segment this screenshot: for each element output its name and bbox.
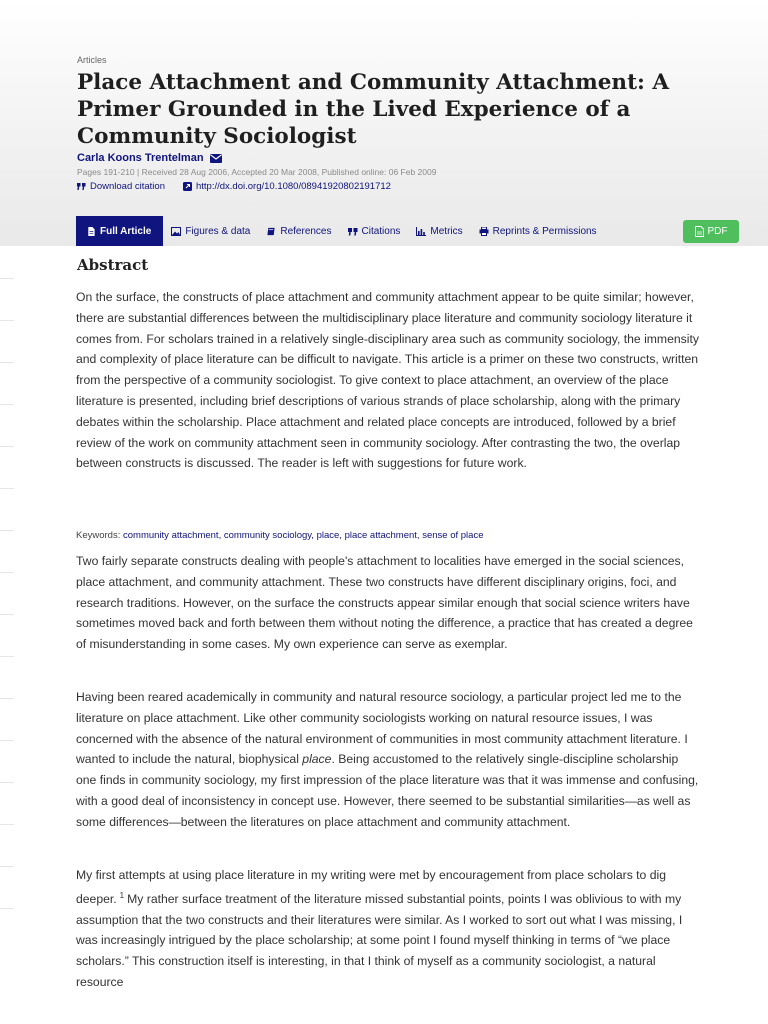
body-paragraph-3 <box>76 865 700 993</box>
tab-label: Citations <box>361 225 401 237</box>
quote-icon <box>348 227 358 236</box>
paragraph-text: Having been reared academically in community and natural resource sociology, a particular project led me to the literature on place attachment. Like other community sociologists working on natural resource issues, I was concerned with the absence of the natural environment of communities in most community attachment literature. I wanted to include the natural, biophysical <box>76 690 688 767</box>
mail-icon[interactable] <box>210 154 222 163</box>
keywords <box>76 530 700 541</box>
pdf-label: PDF <box>707 226 728 237</box>
left-margin-rules <box>0 246 14 946</box>
tab-metrics[interactable] <box>408 216 470 246</box>
tab-citations[interactable] <box>340 216 409 246</box>
article-tabs <box>76 216 605 246</box>
tab-label: Reprints & Permissions <box>492 225 597 237</box>
pdf-file-icon <box>695 226 704 237</box>
tab-label: Metrics <box>430 225 463 237</box>
emphasis-text: place <box>302 752 332 767</box>
body-paragraph-2 <box>76 687 700 833</box>
download-citation-link[interactable] <box>77 181 165 192</box>
author-row <box>77 152 222 164</box>
tab-figures-data[interactable] <box>163 216 258 246</box>
document-icon <box>86 227 96 236</box>
tab-label: Full Article <box>100 225 152 237</box>
abstract-text: On the surface, the constructs of place attachment and community attachment appear to be quite similar; however, there are substantial differences between the multidisciplinary place literature and community sociology literature it comes from. For scholars trained in a relatively single-disciplinary area such as community sociology, the immensity and complexity of place literature can be difficult to navigate. This article is a primer on these two constructs, written from the perspective of a community sociologist. To give context to place attachment, an overview of the place literature is presented, including brief descriptions of various strands of place scholarship, along with the primary debates within the scholarship. Place attachment and related place concepts are introduced, followed by a brief review of the work on community attachment seen in community sociology. After contrasting the two, the overlap between constructs is discussed. The reader is left with suggestions for future work. <box>76 290 699 471</box>
abstract-heading: Abstract <box>77 256 149 274</box>
tab-label: References <box>280 225 332 237</box>
author-name[interactable]: Carla Koons Trentelman <box>77 152 204 164</box>
tab-reprints-permissions[interactable] <box>471 216 605 246</box>
paragraph-text: My first attempts at using place literature in my writing were met by encouragement from place scholars to dig deeper. <box>76 868 666 906</box>
footnote-reference[interactable]: 1 <box>119 890 125 900</box>
doi-label: http://dx.doi.org/10.1080/08941920802191712 <box>196 181 391 192</box>
tab-full-article[interactable] <box>76 216 163 246</box>
book-icon <box>266 227 276 236</box>
keywords-label: Keywords: <box>76 530 121 541</box>
publication-meta: Pages 191-210 | Received 28 Aug 2006, Accepted 20 Mar 2008, Published online: 06 Feb 2009 <box>77 167 437 177</box>
external-link-icon <box>183 182 192 191</box>
quote-icon <box>77 182 86 191</box>
tab-references[interactable] <box>258 216 339 246</box>
image-icon <box>171 227 181 236</box>
print-icon <box>479 227 489 236</box>
bar-chart-icon <box>416 227 426 236</box>
tab-label: Figures & data <box>185 225 251 237</box>
paragraph-text: . Being accustomed to the relatively single-discipline scholarship one finds in community sociology, my first impression of the place literature was that it was immense and confusing, with a good deal of inconsistency in concept use. However, there seemed to be substantial similarities—as well as some differences—between the literatures on place attachment and community attachment. <box>76 752 699 829</box>
download-citation-label: Download citation <box>90 181 165 192</box>
article-title: Place Attachment and Community Attachment: A Primer Grounded in the Lived Experience of a Community Sociologist <box>77 70 670 149</box>
pdf-button[interactable] <box>683 220 739 243</box>
doi-link[interactable] <box>183 181 391 192</box>
article-links <box>77 181 409 192</box>
section-label[interactable]: Articles <box>77 55 107 65</box>
keywords-list[interactable]: community attachment, community sociology, place, place attachment, sense of place <box>123 530 484 541</box>
body-paragraph-1: Two fairly separate constructs dealing with people's attachment to localities have emerged in the social sciences, place attachment, and community attachment. These two constructs have different disciplinary origins, foci, and research traditions. However, on the surface the constructs appear similar enough that social science writers have sometimes moved back and forth between them without noting the difference, a practice that has created a degree of misunderstanding in some cases. My own experience can serve as exemplar. <box>76 554 693 652</box>
paragraph-text: My rather surface treatment of the literature missed substantial points, points I was oblivious to with my assumption that the two constructs and their literatures were similar. As I worked to sort out what I was missing, I was increasingly intrigued by the place scholarship; at some point I found myself thinking in terms of “we place scholars.” This construction itself is interesting, in that I think of myself as a community sociologist, a natural resource <box>76 891 683 990</box>
